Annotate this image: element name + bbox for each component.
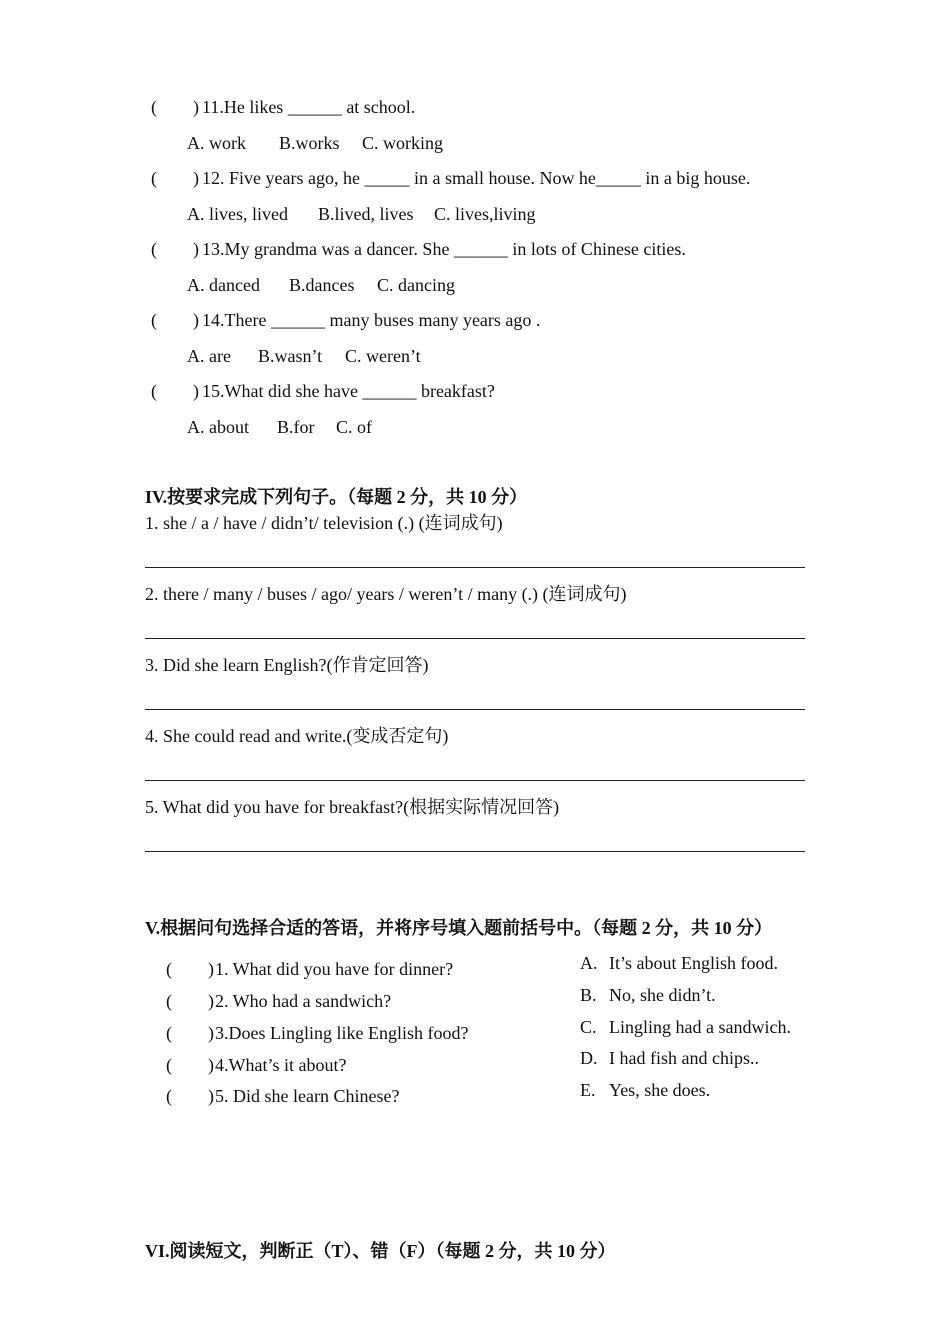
answer-letter: A. bbox=[580, 953, 598, 973]
option-b: B.dances bbox=[289, 275, 355, 295]
match-question-5: 5. Did she learn Chinese? bbox=[215, 1086, 400, 1106]
answer-line[interactable] bbox=[145, 851, 805, 852]
answer-text: I had fish and chips.. bbox=[609, 1048, 759, 1068]
answer-letter: C. bbox=[580, 1017, 597, 1037]
section-title: VI.阅读短文，判断正（T）、错（F）（每题 2 分，共 10 分） bbox=[145, 1241, 616, 1261]
answer-line[interactable] bbox=[145, 709, 805, 710]
question-text: 11.He likes ______ at school. bbox=[202, 97, 416, 117]
answer-paren[interactable]: ( ) bbox=[151, 168, 199, 188]
answer-line[interactable] bbox=[145, 638, 805, 639]
option-c: C. lives,living bbox=[434, 204, 536, 224]
answer-text: Lingling had a sandwich. bbox=[609, 1017, 791, 1037]
answer-paren[interactable]: ( ) bbox=[151, 97, 199, 117]
answer-line[interactable] bbox=[145, 567, 805, 568]
match-question-1: 1. What did you have for dinner? bbox=[215, 959, 454, 979]
answer-paren[interactable]: ( ) bbox=[166, 1086, 214, 1106]
option-a: A. are bbox=[187, 346, 231, 366]
match-question-4: 4.What’s it about? bbox=[215, 1055, 347, 1075]
option-a: A. danced bbox=[187, 275, 260, 295]
option-c: C. dancing bbox=[377, 275, 455, 295]
option-a: A. lives, lived bbox=[187, 204, 288, 224]
task-1: 1. she / a / have / didn’t/ television (.) (连词成句) bbox=[145, 513, 503, 533]
answer-paren[interactable]: ( ) bbox=[166, 1055, 214, 1075]
answer-paren[interactable]: ( ) bbox=[166, 959, 214, 979]
answer-paren[interactable]: ( ) bbox=[166, 991, 214, 1011]
task-5: 5. What did you have for breakfast?(根据实际情况回答) bbox=[145, 797, 560, 817]
answer-text: Yes, she does. bbox=[609, 1080, 711, 1100]
answer-letter: B. bbox=[580, 985, 597, 1005]
option-b: B.works bbox=[279, 133, 340, 153]
section-title: V.根据问句选择合适的答语，并将序号填入题前括号中。（每题 2 分，共 10 分） bbox=[145, 918, 773, 938]
answer-line[interactable] bbox=[145, 780, 805, 781]
option-a: A. about bbox=[187, 417, 249, 437]
answer-paren[interactable]: ( ) bbox=[151, 239, 199, 259]
question-text: 14.There ______ many buses many years ago . bbox=[202, 310, 541, 330]
answer-letter: E. bbox=[580, 1080, 596, 1100]
match-question-3: 3.Does Lingling like English food? bbox=[215, 1023, 469, 1043]
question-text: 15.What did she have ______ breakfast? bbox=[202, 381, 495, 401]
section-title: IV.按要求完成下列句子。（每题 2 分，共 10 分） bbox=[145, 487, 528, 507]
option-c: C. of bbox=[336, 417, 372, 437]
option-b: B.for bbox=[277, 417, 315, 437]
question-text: 12. Five years ago, he _____ in a small house. Now he_____ in a big house. bbox=[202, 168, 751, 188]
option-c: C. working bbox=[362, 133, 443, 153]
task-3: 3. Did she learn English?(作肯定回答) bbox=[145, 655, 429, 675]
option-b: B.lived, lives bbox=[318, 204, 414, 224]
question-text: 13.My grandma was a dancer. She ______ in lots of Chinese cities. bbox=[202, 239, 686, 259]
task-4: 4. She could read and write.(变成否定句) bbox=[145, 726, 449, 746]
answer-text: It’s about English food. bbox=[609, 953, 778, 973]
option-b: B.wasn’t bbox=[258, 346, 323, 366]
option-a: A. work bbox=[187, 133, 246, 153]
answer-text: No, she didn’t. bbox=[609, 985, 716, 1005]
answer-paren[interactable]: ( ) bbox=[151, 381, 199, 401]
answer-paren[interactable]: ( ) bbox=[151, 310, 199, 330]
option-c: C. weren’t bbox=[345, 346, 421, 366]
task-2: 2. there / many / buses / ago/ years / weren’t / many (.) (连词成句) bbox=[145, 584, 627, 604]
answer-paren[interactable]: ( ) bbox=[166, 1023, 214, 1043]
answer-letter: D. bbox=[580, 1048, 598, 1068]
match-question-2: 2. Who had a sandwich? bbox=[215, 991, 392, 1011]
